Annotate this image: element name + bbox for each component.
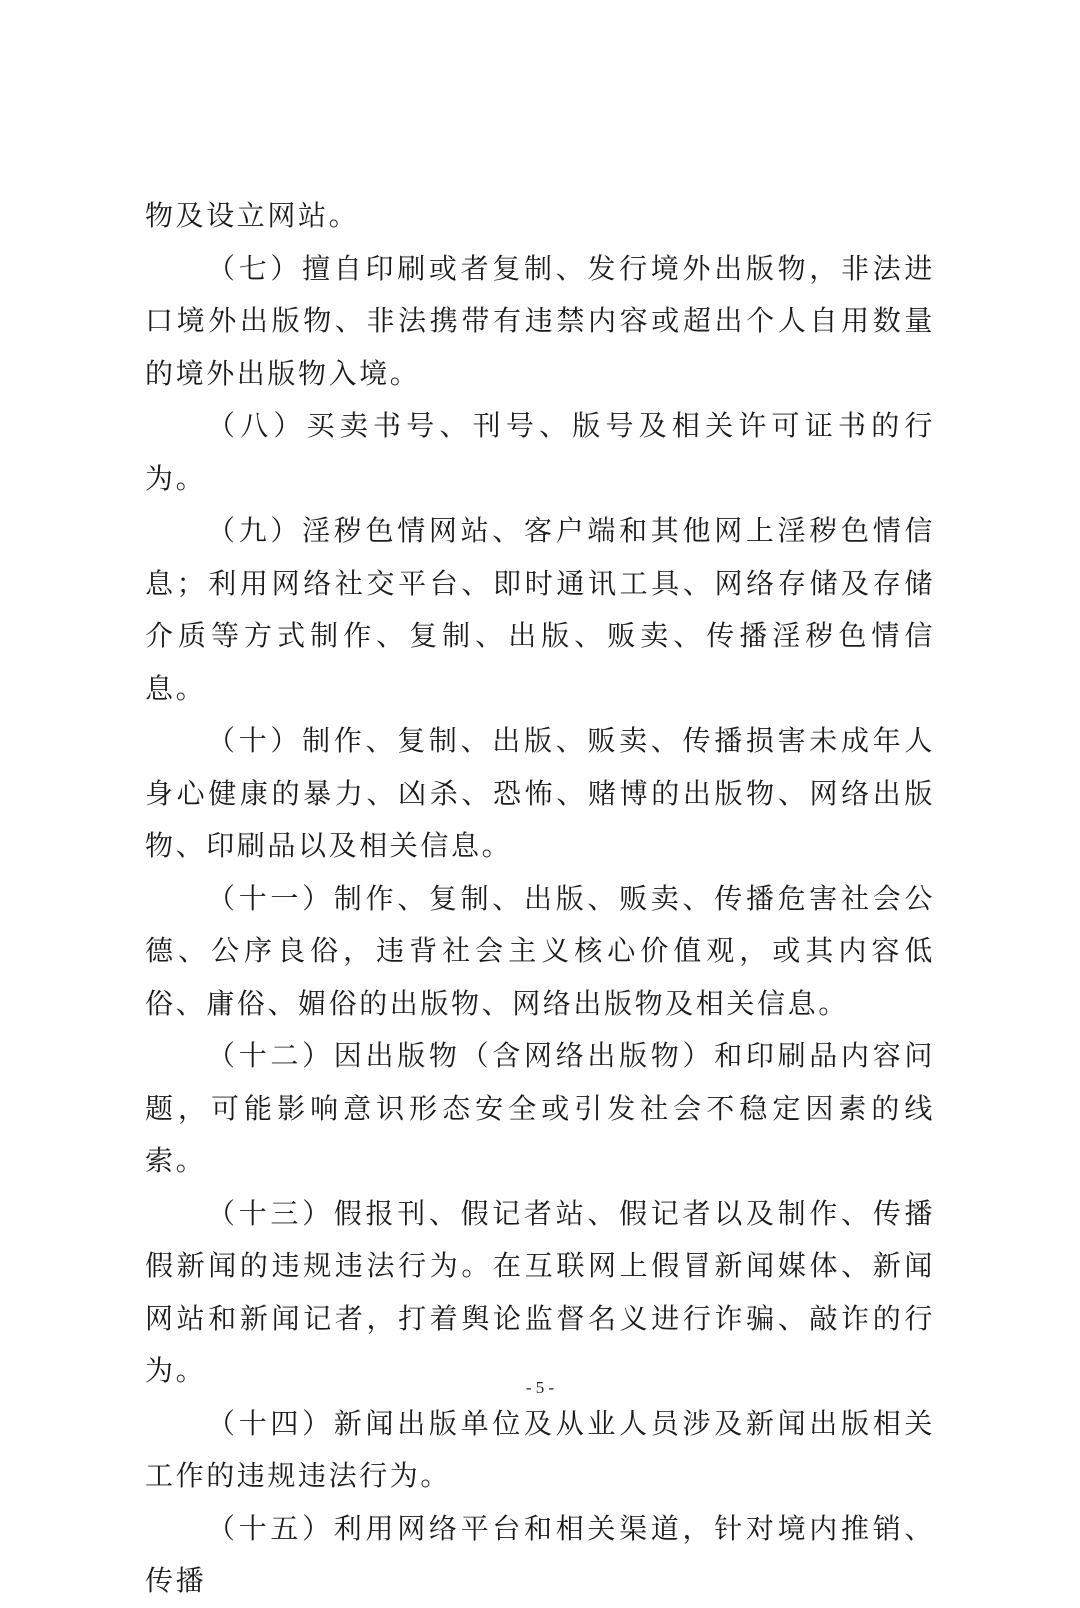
paragraph-item-9: （九）淫秽色情网站、客户端和其他网上淫秽色情信息；利用网络社交平台、即时通讯工具、网络存储及存储介质等方式制作、复制、出版、贩卖、传播淫秽色情信息。 — [145, 514, 935, 705]
page-number: - 5 - — [525, 1378, 555, 1397]
paragraph-item-7: （七）擅自印刷或者复制、发行境外出版物，非法进口境外出版物、非法携带有违禁内容或超出个人自用数量的境外出版物入境。 — [145, 251, 935, 390]
paragraph-item-8: （八）买卖书号、刊号、版号及相关许可证书的行为。 — [145, 409, 935, 495]
paragraph-item-14: （十四）新闻出版单位及从业人员涉及新闻出版相关工作的违规违法行为。 — [145, 1406, 935, 1492]
paragraph-item-15: （十五）利用网络平台和相关渠道，针对境内推销、传播 — [145, 1511, 935, 1597]
paragraph-item-11: （十一）制作、复制、出版、贩卖、传播危害社会公德、公序良俗，违背社会主义核心价值观，或其内容低俗、庸俗、媚俗的出版物、网络出版物及相关信息。 — [145, 881, 935, 1020]
paragraph-continuation: 物及设立网站。 — [145, 199, 360, 232]
paragraph-item-12: （十二）因出版物（含网络出版物）和印刷品内容问题，可能影响意识形态安全或引发社会不稳定因素的线索。 — [145, 1039, 935, 1177]
paragraph-item-10: （十）制作、复制、出版、贩卖、传播损害未成年人身心健康的暴力、凶杀、恐怖、赌博的出版物、网络出版物、印刷品以及相关信息。 — [145, 724, 935, 862]
paragraph-item-13: （十三）假报刊、假记者站、假记者以及制作、传播假新闻的违规违法行为。在互联网上假冒新闻媒体、新闻网站和新闻记者，打着舆论监督名义进行诈骗、敲诈的行为。 — [145, 1196, 935, 1387]
